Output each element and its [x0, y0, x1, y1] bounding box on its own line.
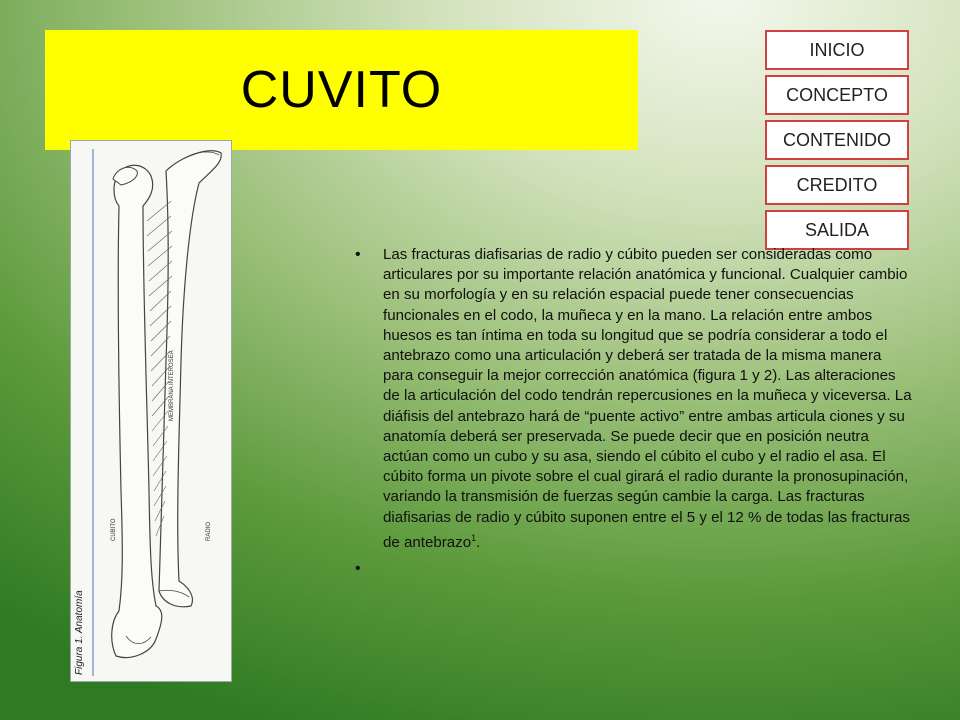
label-radio: RADIO	[206, 521, 212, 541]
content-paragraph	[355, 245, 915, 553]
title-banner	[45, 30, 638, 150]
figure-caption: Figura 1. Anatomía	[74, 590, 85, 675]
empty-bullet	[355, 559, 915, 579]
nav-menu	[765, 30, 909, 255]
nav-button-inicio[interactable]: INICIO	[765, 30, 909, 70]
label-cubito: CUBITO	[111, 518, 117, 541]
paragraph-text: Las fracturas diafisarias de radio y cúbito pueden ser consideradas como articulares por su importante relación anatómica y funcional. Cualquier cambio en su morfología y en su relación espacial puede tener consecuencias funcionales en el codo, la muñeca y en la mano. La relación entre ambos huesos es tan íntima en toda su longitud que se podría considerar a todo el antebrazo como una articulación y deberá ser tratada de la misma manera para conseguir la mejor corrección anatómica (figura 1 y 2). Las alteraciones de la articulación del codo tendrán repercusiones en la muñeca y viceversa. La diáfisis del antebrazo hará de “puente activo” entre ambas articula ciones y su anatomía deberá ser preservada. Se puede decir que en posición neutra actúan como un cubo y su asa, siendo el cúbito el cubo y el radio el asa. El cúbito forma un pivote sobre el cual girará el radio durante la pronosupinación, variando la transmisión de fuerzas según cambie la carga. Las fracturas diafisarias de radio y cúbito suponen entre el 5 y el 12 % de todas las fracturas de antebrazo	[383, 246, 912, 551]
paragraph-end: .	[476, 533, 481, 551]
content-body	[355, 245, 915, 579]
paragraph-superscript: 1	[471, 532, 477, 543]
nav-button-salida[interactable]: SALIDA	[765, 210, 909, 250]
nav-button-credito[interactable]: CREDITO	[765, 165, 909, 205]
forearm-bones-illustration	[71, 141, 231, 681]
page-title: CUVITO	[240, 61, 443, 119]
nav-button-contenido[interactable]: CONTENIDO	[765, 120, 909, 160]
nav-button-concepto[interactable]: CONCEPTO	[765, 75, 909, 115]
label-membrana: MEMBRANA INTEROSEA	[169, 350, 175, 421]
anatomy-figure	[70, 140, 232, 682]
